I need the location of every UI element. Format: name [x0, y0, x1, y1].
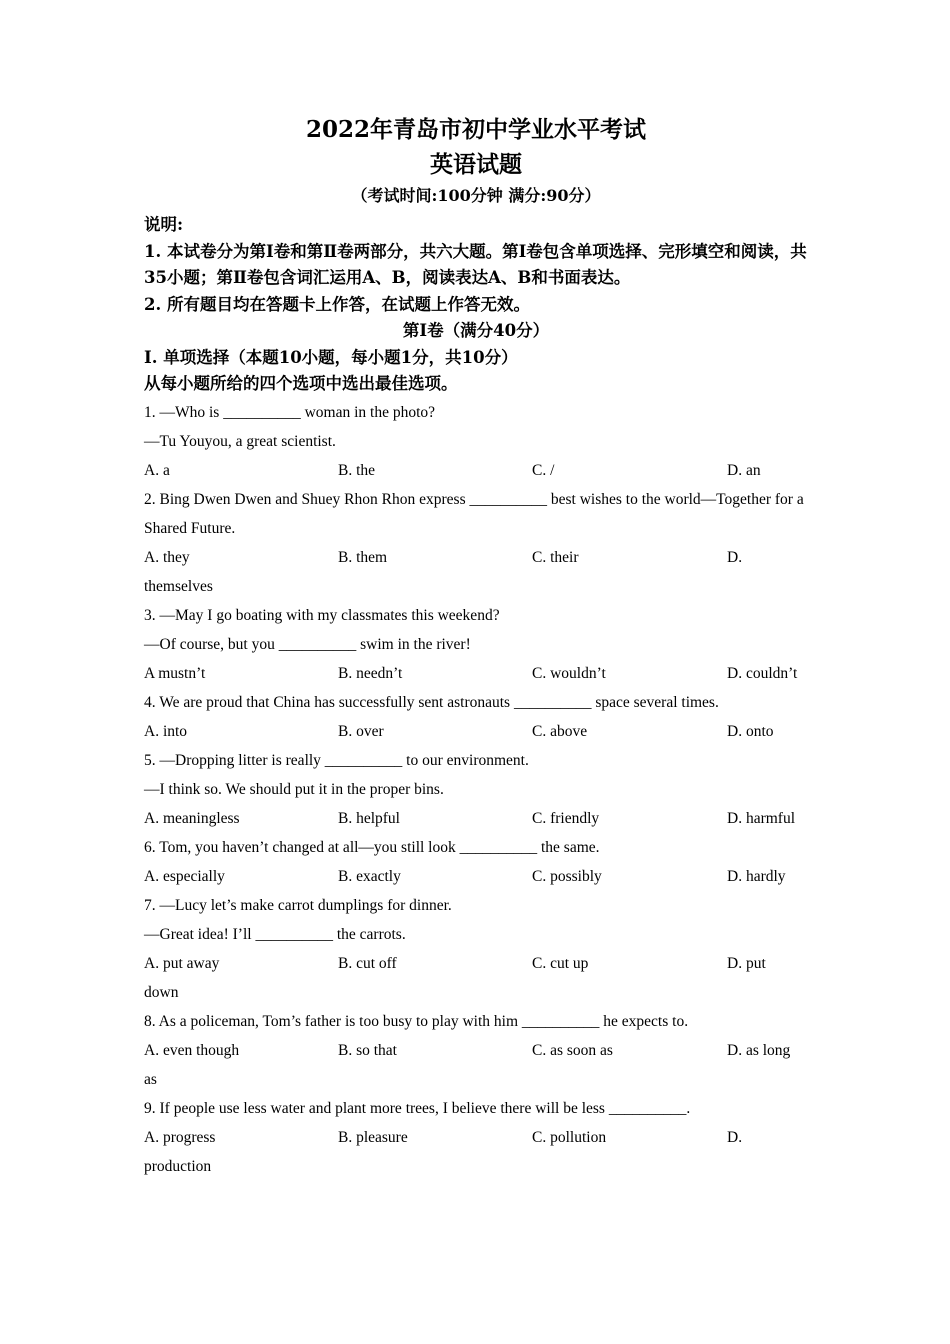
option-d: D. [727, 548, 743, 566]
option-c: C. pollution [532, 1128, 607, 1146]
exam-subject: 英语试题 [430, 151, 522, 178]
options-row [144, 1123, 808, 1152]
part-title: 第I卷（满分40分） [402, 321, 550, 340]
option-a: A. even though [144, 1041, 240, 1059]
option-c: C. wouldn’t [532, 664, 606, 682]
options-row [144, 804, 808, 833]
option-b: B. so that [338, 1041, 397, 1059]
notes-heading: 说明: [144, 215, 184, 234]
section-instruction: 从每小题所给的四个选项中选出最佳选项。 [144, 374, 458, 393]
option-continuation: as [144, 1070, 157, 1088]
question-line: —Of course, but you __________ swim in the river! [144, 635, 471, 653]
option-a: A mustn’t [144, 664, 206, 682]
question-line: 3. —May I go boating with my classmates this weekend? [144, 606, 500, 624]
question-5 [144, 746, 808, 833]
exam-info: （考试时间:100分钟 满分:90分） [351, 186, 601, 205]
option-d: D. harmful [727, 809, 796, 827]
question-line: —Great idea! I’ll __________ the carrots. [144, 925, 406, 943]
question-line: —Tu Youyou, a great scientist. [144, 432, 336, 450]
option-b: B. pleasure [338, 1128, 408, 1146]
option-d: D. put [727, 954, 766, 972]
option-c: C. cut up [532, 954, 589, 972]
option-d: D. onto [727, 722, 774, 740]
question-line: 1. —Who is __________ woman in the photo? [144, 403, 436, 421]
option-b: B. the [338, 461, 376, 479]
question-4 [144, 688, 808, 746]
options-row [144, 862, 808, 891]
option-d: D. couldn’t [727, 664, 798, 682]
option-a: A. into [144, 722, 188, 740]
question-3 [144, 601, 808, 688]
options-row [144, 543, 808, 572]
option-d: D. hardly [727, 867, 786, 885]
option-a: A. put away [144, 954, 220, 972]
question-line: —I think so. We should put it in the proper bins. [144, 780, 444, 798]
option-c: C. above [532, 722, 588, 740]
section-heading: I. 单项选择（本题10小题，每小题1分，共10分） [144, 347, 518, 367]
question-1 [144, 398, 808, 485]
option-c: C. possibly [532, 867, 602, 885]
exam-page [144, 108, 808, 1181]
options-row [144, 659, 808, 688]
question-7 [144, 891, 808, 1007]
question-9 [144, 1094, 808, 1181]
question-line: 7. —Lucy let’s make carrot dumplings for dinner. [144, 896, 452, 914]
option-a: A. progress [144, 1128, 216, 1146]
question-6 [144, 833, 808, 891]
option-continuation: production [144, 1157, 212, 1175]
question-line: 2. Bing Dwen Dwen and Shuey Rhon Rhon express __________ best wishes to the world—Together for a Shared Future. [144, 490, 804, 537]
option-b: B. needn’t [338, 664, 403, 682]
question-line: 9. If people use less water and plant more trees, I believe there will be less __________. [144, 1099, 691, 1117]
option-d: D. as long [727, 1041, 791, 1059]
question-line: 4. We are proud that China has successfully sent astronauts __________ space several times. [144, 693, 719, 711]
option-c: C. / [532, 461, 555, 479]
option-c: C. as soon as [532, 1041, 613, 1059]
option-b: B. over [338, 722, 384, 740]
option-a: A. a [144, 461, 170, 479]
question-line: 6. Tom, you haven’t changed at all—you still look __________ the same. [144, 838, 600, 856]
question-line: 5. —Dropping litter is really __________ to our environment. [144, 751, 529, 769]
option-b: B. them [338, 548, 388, 566]
option-a: A. meaningless [144, 809, 240, 827]
option-b: B. helpful [338, 809, 400, 827]
option-a: A. especially [144, 867, 225, 885]
question-8 [144, 1007, 808, 1094]
option-c: C. friendly [532, 809, 600, 827]
exam-title: 2022年青岛市初中学业水平考试 [305, 116, 646, 143]
notes-item-2: 2. 所有题目均在答题卡上作答，在试题上作答无效。 [144, 294, 530, 314]
option-continuation: down [144, 983, 179, 1001]
question-line: 8. As a policeman, Tom’s father is too busy to play with him __________ he expects to. [144, 1012, 689, 1030]
option-b: B. exactly [338, 867, 401, 885]
option-a: A. they [144, 548, 190, 566]
options-row [144, 456, 808, 485]
notes-item-1: 1. 本试卷分为第I卷和第Ⅱ卷两部分，共六大题。第I卷包含单项选择、完形填空和阅读，共35小题；第Ⅱ卷包含词汇运用A、B，阅读表达A、B和书面表达。 [144, 241, 807, 287]
option-c: C. their [532, 548, 579, 566]
question-2 [144, 485, 808, 601]
options-row [144, 717, 808, 746]
option-b: B. cut off [338, 954, 397, 972]
option-d: D. an [727, 461, 761, 479]
option-continuation: themselves [144, 577, 213, 595]
options-row [144, 1036, 808, 1065]
option-d: D. [727, 1128, 743, 1146]
options-row [144, 949, 808, 978]
